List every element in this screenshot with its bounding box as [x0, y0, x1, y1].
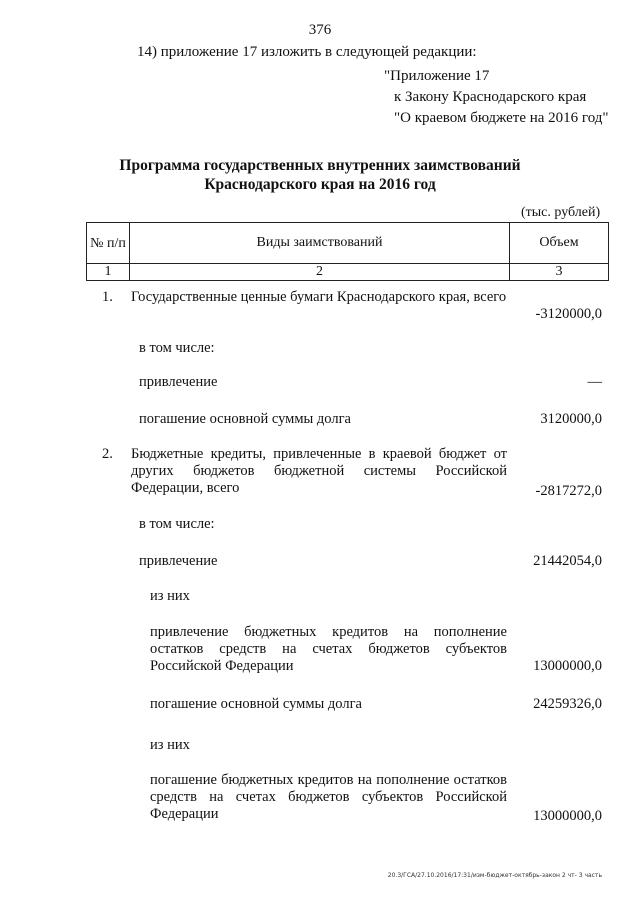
- title-line-1: Программа государственных внутренних заимствований: [119, 157, 521, 174]
- sub-value: 24259326,0: [533, 696, 602, 712]
- sub-label: в том числе:: [139, 340, 215, 356]
- sub-value: 21442054,0: [533, 553, 602, 569]
- sub-description: привлечение бюджетных кредитов на пополнение остатков средств на счетах бюджетов субъектов Российской Федерации: [150, 624, 507, 674]
- row-value: -2817272,0: [535, 483, 602, 499]
- sub-label: из них: [150, 588, 190, 604]
- sub-label: из них: [150, 737, 190, 753]
- row-description: Бюджетные кредиты, привлеченные в краевой бюджет от других бюджетов бюджетной системы Российской Федерации, всего: [131, 446, 507, 496]
- header-number: № п/п: [87, 223, 130, 264]
- sub-label: привлечение: [139, 553, 218, 569]
- sub-value: 3120000,0: [540, 411, 602, 427]
- row-number: 1.: [102, 289, 113, 305]
- sub-value: 13000000,0: [533, 808, 602, 824]
- appendix-line-1: "Приложение 17: [384, 68, 490, 84]
- units-label: (тыс. рублей): [521, 205, 601, 220]
- appendix-line-3: "О краевом бюджете на 2016 год": [394, 110, 609, 126]
- row-description: Государственные ценные бумаги Краснодарского края, всего: [131, 289, 507, 305]
- header-colnum-2: 2: [130, 264, 510, 281]
- appendix-reference: [384, 66, 609, 129]
- appendix-line-2: к Закону Краснодарского края: [394, 89, 587, 105]
- footer-file-reference: 20.3/ГСА/27.10.2016/17:31/изм-бюджет-октябрь-закон 2 чт- 3 часть: [387, 872, 602, 879]
- page-number: 376: [308, 22, 332, 38]
- header-colnum-3: 3: [510, 264, 609, 281]
- document-title: [0, 156, 640, 194]
- row-number: 2.: [102, 446, 113, 462]
- sub-value: —: [587, 374, 602, 390]
- row-value: -3120000,0: [535, 306, 602, 322]
- sub-label: привлечение: [139, 374, 218, 390]
- sub-label: погашение основной суммы долга: [139, 411, 351, 427]
- sub-label: в том числе:: [139, 516, 215, 532]
- title-line-2: Краснодарского края на 2016 год: [204, 176, 436, 193]
- header-borrowing-type: Виды заимствований: [130, 223, 510, 264]
- sub-value: 13000000,0: [533, 658, 602, 674]
- sub-description: погашение бюджетных кредитов на пополнение остатков средств на счетах бюджетов субъектов Российской Федерации: [150, 772, 507, 822]
- amendment-instruction: 14) приложение 17 изложить в следующей редакции:: [137, 44, 477, 60]
- header-volume: Объем: [510, 223, 609, 264]
- sub-label: погашение основной суммы долга: [150, 696, 362, 712]
- table-header: [86, 222, 609, 281]
- header-colnum-1: 1: [87, 264, 130, 281]
